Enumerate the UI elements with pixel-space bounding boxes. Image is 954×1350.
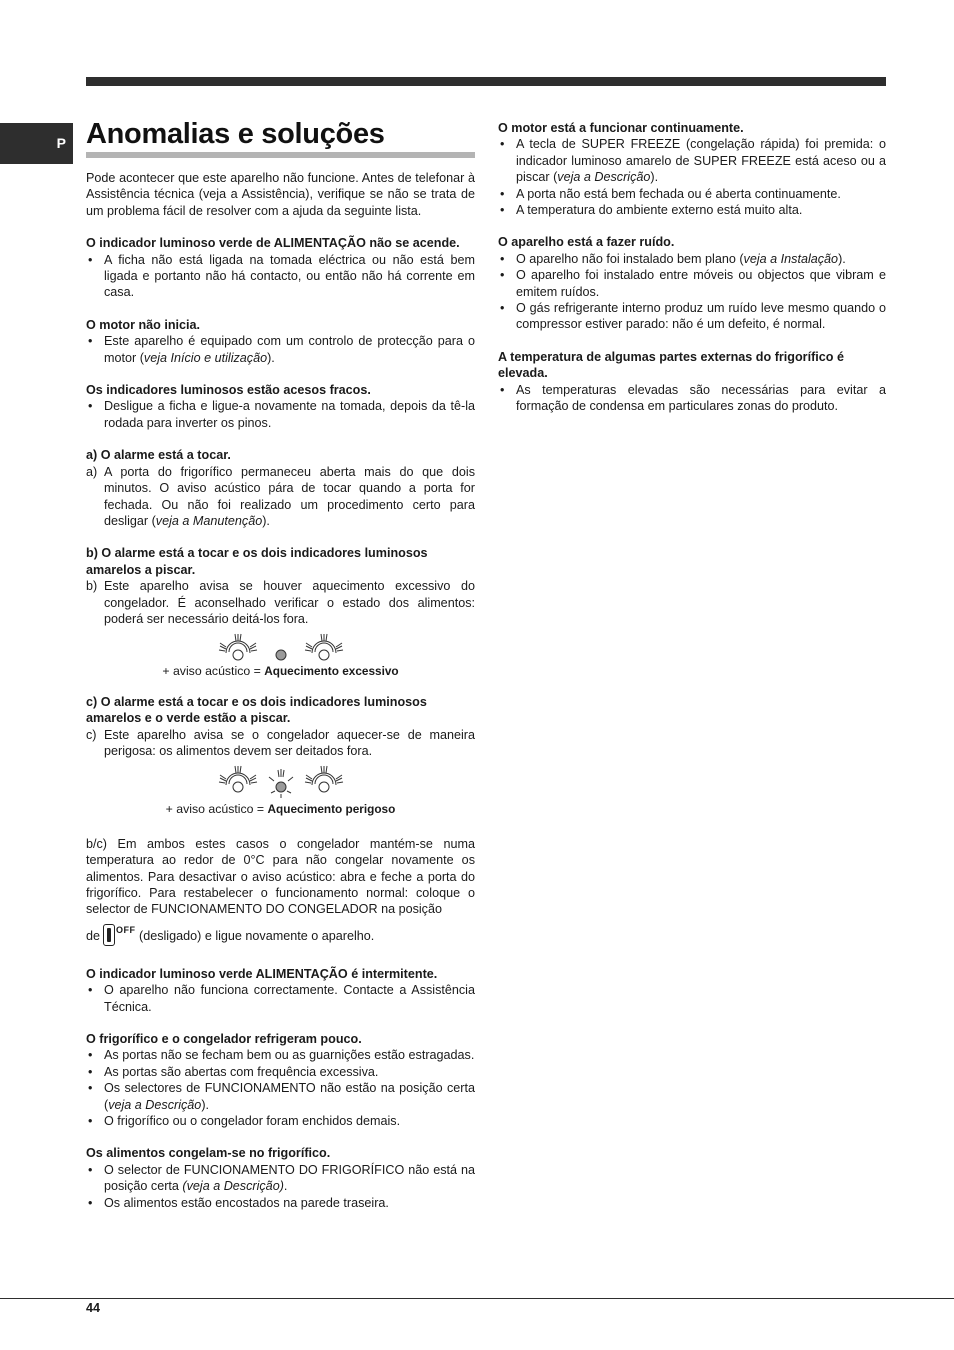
lettered-item: c) Este aparelho avisa se o congelador aquecer-se de maneira perigosa: os alimentos devem ser deitados fora. (86, 727, 475, 758)
list-item: • O frigorífico ou o congelador foram enchidos demais. (86, 1113, 475, 1129)
off-label: OFF (116, 924, 136, 935)
list-item: • O gás refrigerante interno produz um ruído leve mesmo quando o compressor estiver parado: não é um defeito, é normal. (498, 300, 886, 333)
header-bar (86, 77, 886, 86)
section-heading: O motor está a funcionar continuamente. (498, 121, 744, 135)
section-heading: O motor não inicia. (86, 317, 201, 332)
bullet-list (498, 251, 886, 333)
section-power-indicator-blinking (86, 966, 475, 1015)
lettered-item: a) A porta do frigorífico permaneceu aberta mais do que dois minutos. O aviso acústico pára de tocar quando a porta for fechada. Ou não foi realizado um procedimento certo para desligar (veja a Manutenção). (86, 464, 475, 528)
list-item: • O aparelho não foi instalado bem plano (veja a Instalação). (498, 251, 886, 267)
section-heading: A temperatura de algumas partes externas do frigorífico é elevada. (498, 349, 844, 381)
section-alarm-b (86, 545, 475, 679)
section-heading: Os alimentos congelam-se no frigorífico. (86, 1146, 331, 1161)
section-both-cases (86, 836, 475, 946)
right-column (498, 120, 886, 431)
section-heading: O indicador luminoso verde de ALIMENTAÇÃO não se acende. (86, 236, 460, 251)
bullet-list (498, 136, 886, 218)
section-poor-cooling (86, 1031, 475, 1129)
cross-reference: veja a Instalação (743, 251, 839, 266)
section-alarm-c (86, 694, 475, 818)
paragraph: de $^{OFF}$ (desligado) e ligue novamente o aparelho. (86, 922, 475, 946)
intro-paragraph: Pode acontecer que este aparelho não funcione. Antes de telefonar à Assistência técnica (veja a Assistência), verifique se não se trata de um problema fácil de resolver com a ajuda da seguinte lista. (86, 171, 475, 218)
indicator-lights-figure (86, 631, 475, 679)
cross-reference: (veja a Descrição) (182, 1179, 284, 1194)
language-tab-label: P (56, 135, 66, 151)
selector-knob-icon (103, 924, 115, 946)
section-heading: O frigorífico e o congelador refrigeram pouco. (86, 1032, 362, 1047)
indicator-lights-figure (86, 763, 475, 817)
bullet-list (86, 982, 475, 1015)
cross-reference: veja a Descrição (108, 1097, 202, 1112)
section-food-freezing-in-fridge (86, 1145, 475, 1211)
list-item: • Este aparelho é equipado com um controlo de protecção para o motor (veja Início e utilização). (86, 333, 475, 366)
bullet-list (498, 382, 886, 415)
section-power-indicator-off (86, 235, 475, 301)
cross-reference: veja Início e utilização (143, 350, 268, 365)
cross-reference: veja a Descrição (557, 170, 651, 185)
page-number: 44 (86, 1301, 101, 1315)
paragraph: b/c) Em ambos estes casos o congelador mantém-se numa temperatura ao redor de 0°C para não congelar novamente os alimentos. Para desactivar o aviso acústico: abra e feche a porta do frigorífico. Para restabelecer o funcionamento normal: coloque o selector de FUNCIONAMENTO DO CONGELADOR na posição (86, 836, 475, 917)
section-heading: Os indicadores luminosos estão acesos fracos. (86, 383, 371, 398)
section-dim-indicators (86, 382, 475, 431)
list-item: • As temperaturas elevadas são necessárias para evitar a formação de condensa em particulares zonas do produto. (498, 382, 886, 415)
left-column (86, 170, 475, 1227)
list-item: • A porta não está bem fechada ou é aberta continuamente. (498, 186, 886, 202)
section-heading: a) O alarme está a tocar. (86, 448, 231, 463)
bullet-list (86, 1162, 475, 1211)
language-tab (0, 123, 73, 164)
section-alarm-a (86, 447, 475, 529)
list-item: • As portas não se fecham bem ou as guarnições estão estragadas. (86, 1047, 475, 1063)
list-item: • O selector de FUNCIONAMENTO DO FRIGORÍFICO não está na posição certa (veja a Descrição). (86, 1162, 475, 1195)
figure-caption: + aviso acústico = Aquecimento perigoso (165, 802, 396, 817)
list-item: • Os selectores de FUNCIONAMENTO não estão na posição certa (veja a Descrição). (86, 1080, 475, 1113)
section-motor-running-continuously (498, 120, 886, 218)
section-heading: O aparelho está a fazer ruído. (498, 235, 675, 250)
bullet-list (86, 1047, 475, 1129)
section-heading: c) O alarme está a tocar e os dois indicadores luminosos amarelos e o verde estão a piscar. (86, 694, 427, 726)
section-noise (498, 234, 886, 332)
list-item: • A ficha não está ligada na tomada eléctrica ou não está bem ligada e portanto não há contacto, ou então não há corrente em casa. (86, 252, 475, 301)
lettered-item: b) Este aparelho avisa se houver aquecimento excessivo do congelador. É aconselhado verificar o estado dos alimentos: poderá ser necessário deitá-los fora. (86, 579, 475, 626)
page-title: Anomalias e soluções (86, 116, 475, 158)
bullet-list (86, 398, 475, 431)
figure-caption: + aviso acústico = Aquecimento excessivo (162, 664, 399, 679)
footer-rule (0, 1298, 954, 1299)
cross-reference: veja a Manutenção (155, 513, 263, 528)
section-external-temperature (498, 349, 886, 415)
list-item: • A temperatura do ambiente externo está muito alta. (498, 202, 886, 218)
bullet-list (86, 333, 475, 366)
bullet-list (86, 252, 475, 301)
list-item: • A tecla de SUPER FREEZE (congelação rápida) foi premida: o indicador luminoso amarelo de SUPER FREEZE está aceso ou a piscar (veja a Descrição). (498, 136, 886, 185)
list-item: • O aparelho não funciona correctamente. Contacte a Assistência Técnica. (86, 982, 475, 1015)
list-item: • Desligue a ficha e ligue-a novamente na tomada, depois da tê-la rodada para inverter os pinos. (86, 398, 475, 431)
list-item: • O aparelho foi instalado entre móveis ou objectos que vibram e emitem ruídos. (498, 267, 886, 300)
section-motor-not-starting (86, 317, 475, 366)
blinking-indicators-icon (216, 763, 346, 799)
list-item: • Os alimentos estão encostados na parede traseira. (86, 1195, 475, 1211)
section-heading: b) O alarme está a tocar e os dois indicadores luminosos amarelos a piscar. (86, 546, 428, 577)
section-heading: O indicador luminoso verde ALIMENTAÇÃO é intermitente. (86, 966, 438, 981)
blinking-indicators-icon (216, 631, 346, 661)
list-item: • As portas são abertas com frequência excessiva. (86, 1064, 475, 1080)
